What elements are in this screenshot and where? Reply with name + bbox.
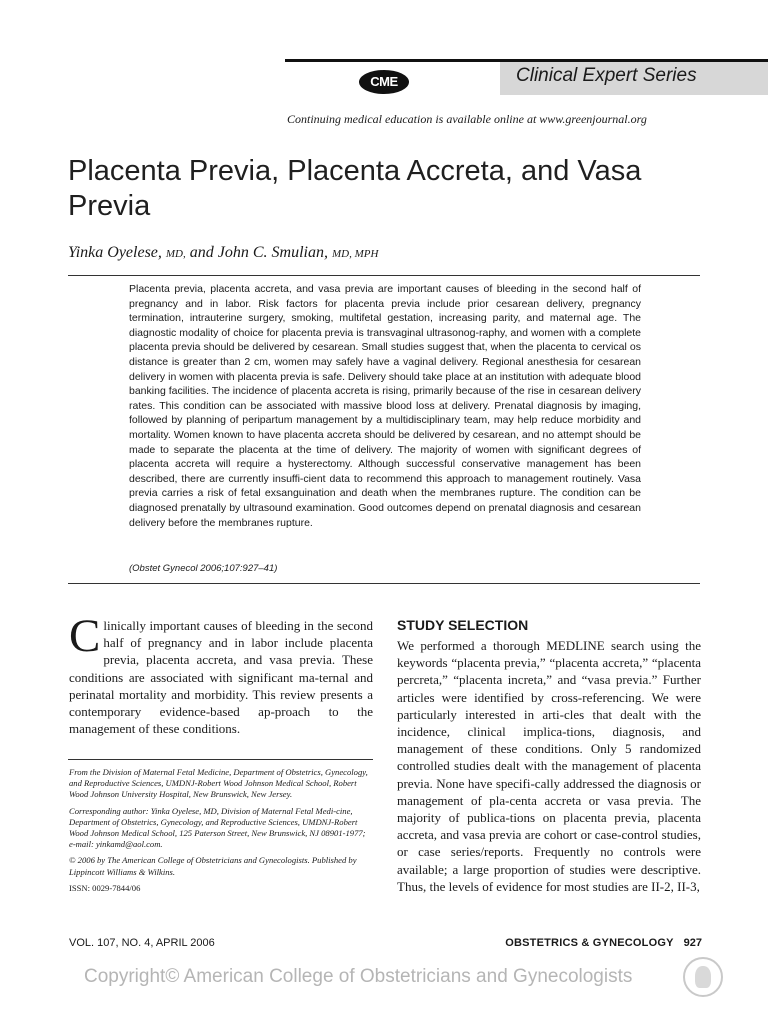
footnotes: [69, 767, 374, 899]
footnote-rule: [68, 759, 373, 760]
author-degree: MD,: [165, 248, 186, 260]
drop-cap: C: [69, 610, 101, 662]
footnote-corresponding: Corresponding author: Yinka Oyelese, MD, Division of Maternal Fetal Medi-cine, Department of Obstetrics, Gynecology, and Reproductive Sciences, UMDNJ-Robert Wood Johnson Medical School, 125 Paterson Street, New Brunswick, NJ 08901-1977; e-mail: yinkamd@aol.com.: [69, 805, 366, 850]
intro-text: linically important causes of bleeding in the second half of pregnancy and in labor include placenta previa, placenta accreta, and vasa previa. These conditions are associated with significant ma-ternal and perinatal mortality and morbidity. This review presents a contemporary evidence-based ap-proach to the management of these conditions.: [69, 618, 373, 737]
study-selection-text: We performed a thorough MEDLINE search using the keywords “placenta previa,” “placenta accreta,” “placenta percreta,” “placenta increta,” and “vasa previa.” Further articles were identified by cross-referencing. We were particularly interested in arti-cles that dealt with the incidence, clinical implica-tions, diagnosis, and management of these conditions. Only 5 randomized controlled studies dealt with the management of placenta previa. None have specifi-cally addressed the diagnosis or management of pla-centa accreta or vasa previa. The majority of publica-tions on placenta previa, placenta accreta, and vasa previa are cohort or case-control studies, or case series/reports. Frequently no controls were available; a large proportion of studies were descriptive. Thus, the levels of evidence for most studies are II-2, II-3,: [397, 638, 701, 894]
acog-seal-icon: [683, 957, 723, 997]
footnote-issn: ISSN: 0029-7844/06: [69, 882, 141, 893]
cme-badge: CME: [359, 70, 409, 94]
volume-info: VOL. 107, NO. 4, APRIL 2006: [69, 937, 215, 949]
article-title: Placenta Previa, Placenta Accreta, and Vasa Previa: [68, 155, 642, 222]
author-degree: MD, MPH: [331, 248, 379, 260]
section-heading: STUDY SELECTION: [397, 617, 529, 633]
footnote-affiliation: From the Division of Maternal Fetal Medicine, Department of Obstetrics, Gynecology, and Reproductive Sciences, UMDNJ-Robert Wood Johnson Medical School, Robert Wood Johnson University Hospital, New Brunswick, New Jersey.: [69, 767, 368, 800]
author-name: Yinka Oyelese,: [68, 244, 162, 261]
page-number: 927: [683, 937, 702, 949]
footnote-copyright: © 2006 by The American College of Obstetricians and Gynecologists. Published by Lippincott Williams & Wilkins.: [69, 855, 357, 877]
copyright-watermark: Copyright© American College of Obstetricians and Gynecologists: [84, 966, 633, 987]
abstract-bottom-rule: [68, 583, 700, 584]
intro-paragraph: [69, 610, 373, 737]
cme-note: Continuing medical education is available online at www.greenjournal.org: [287, 112, 647, 126]
author-line: [68, 242, 378, 265]
citation: (Obstet Gynecol 2006;107:927–41): [129, 563, 278, 574]
author-name: John C. Smulian,: [217, 244, 328, 261]
abstract-text: Placenta previa, placenta accreta, and vasa previa are important causes of bleeding in the second half of pregnancy and in labor. Risk factors for placenta previa include prior cesarean delivery, pregnancy termination, intrauterine surgery, smoking, multifetal gestation, increasing parity, and maternal age. The diagnostic modality of choice for placenta previa is transvaginal ultrasonog-raphy, and women with a complete placenta previa should be delivered by cesarean. Small studies suggest that, when the placenta to cervical os distance is greater than 2 cm, women may safely have a vaginal delivery. Regional anesthesia for cesarean delivery in women with placenta previa is safe. Delivery should take place at an institution with adequate blood banking facilities. The incidence of placenta accreta is rising, primarily because of the rise in cesarean delivery rates. This condition can be associated with massive blood loss at delivery. Prenatal diagnosis by imaging, followed by planning of peripartum management by a multidisciplinary team, may help reduce morbidity and mortality. Women known to have placenta accreta should be delivered by cesarean, and no attempt should be made to separate the placenta at the time of delivery. The majority of women with significant degrees of placenta accreta will require a hysterectomy. Although successful conservative management has been described, there are currently insuffi-cient data to recommend this approach to management routinely. Vasa previa carries a risk of fetal exsanguination and death when the membranes rupture. The condition can be diagnosed prenatally by ultrasound examination. Good outcomes depend on prenatal diagnosis and cesarean delivery before the membranes rupture.: [129, 283, 641, 529]
footer-journal: [480, 936, 702, 950]
series-label: Clinical Expert Series: [516, 65, 697, 86]
journal-name: OBSTETRICS & GYNECOLOGY: [505, 937, 674, 949]
author-conjunction: and: [189, 244, 214, 261]
abstract-top-rule: [68, 275, 700, 276]
